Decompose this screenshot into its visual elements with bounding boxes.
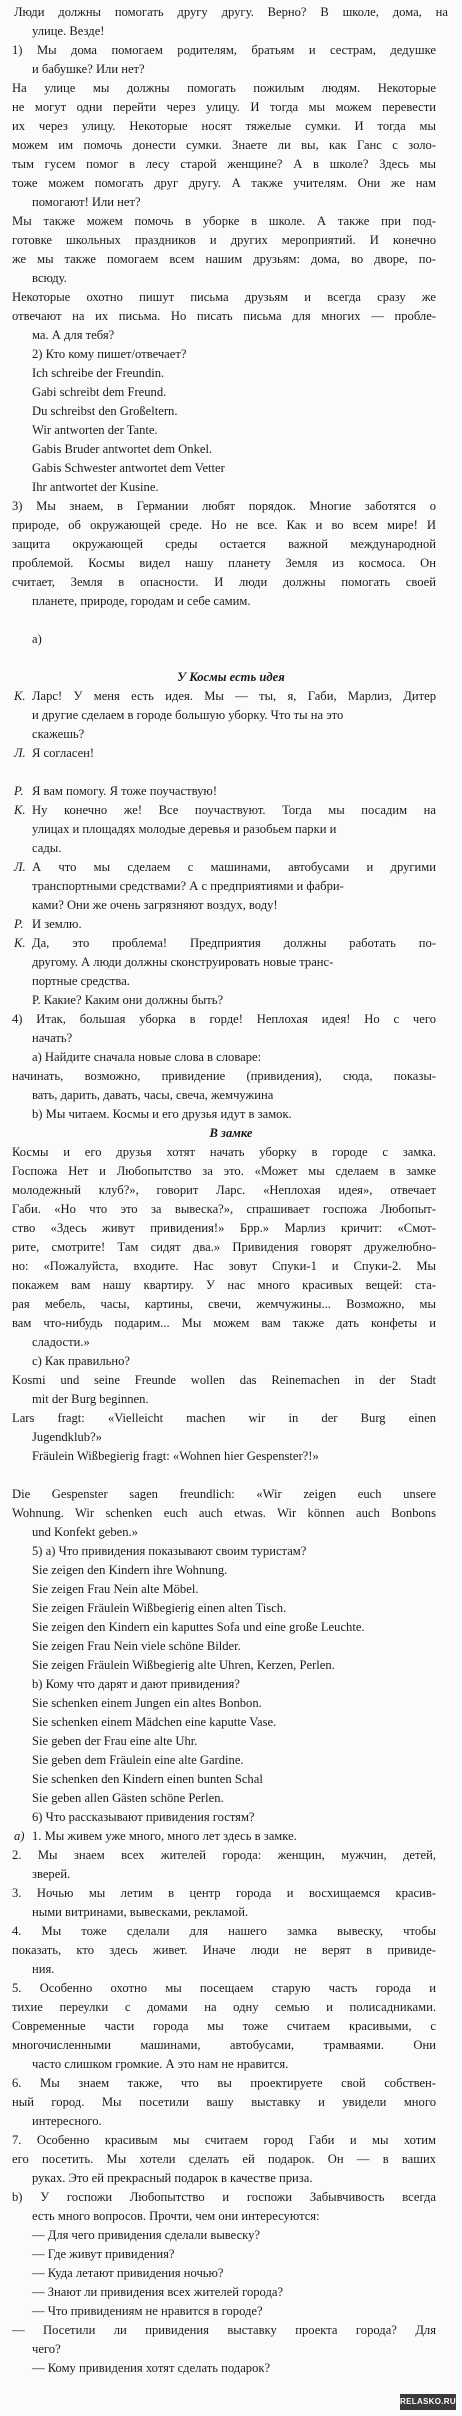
text-line: — Где живут привидения? [32, 2247, 175, 2261]
text-line: природе, об окружающей среде. Но не все. Как и во всем мире! И [12, 518, 436, 532]
text-line: ными витринами, вывесками, рекламой. [32, 1905, 249, 1919]
text-line: 6. Мы знаем также, что вы проектируете свой собствен- [12, 2076, 436, 2090]
text-line: начать? [32, 1031, 73, 1045]
text-line: 6) Что рассказывают привидения гостям? [32, 1810, 255, 1824]
text-line: считает, Земля в опасности. И люди должны помогать своей [12, 575, 436, 589]
text-line: планете, природе, городам и себе самим. [32, 594, 251, 608]
text-line: b) У госпожи Любопытство и госпожи Забывчивость всегда [12, 2190, 436, 2204]
text-line: же мы также помогаем всем нашим друзьям: дома, во дворе, по- [12, 252, 436, 266]
text-line: ма. А для тебя? [32, 328, 115, 342]
text-line: ния. [32, 1962, 55, 1976]
text-line: Р. Какие? Каким они должны быть? [32, 993, 224, 1007]
text-line: Wir antworten der Tante. [32, 423, 158, 437]
dialogue-line [0, 782, 462, 801]
text-line: 5. Особенно охотно мы посещаем старую часть города и [12, 1981, 436, 1995]
text-line: Lars fragt: «Vielleicht machen wir in der Burg einen [12, 1411, 436, 1425]
text-line: и другие сделаем в городе большую уборку. Что ты на это [32, 708, 344, 722]
text-line: 4) Итак, большая уборка в горде! Неплохая идея! Но с чего [12, 1012, 436, 1026]
text-line: не могут одни перейти через улицу. И тогда мы можем перевести [12, 100, 436, 114]
dialogue-line [0, 687, 462, 706]
dialogue-text: Я вам помогу. Я тоже поучаствую! [32, 784, 218, 798]
text-line: вать, дарить, давать, часы, свеча, жемчужина [32, 1088, 274, 1102]
speaker-label: Л. [14, 746, 26, 760]
site-watermark: RELASKO.RU [400, 2394, 456, 2410]
text-line: ный город. Мы посетили вашу выставку и увидели много [12, 2095, 436, 2109]
text-line: улицах и площадях молодые деревья и разобьем парки и [32, 822, 337, 836]
text-line: его посетить. Мы хотели сделать ей подарок. Он — в ваших [12, 2152, 436, 2166]
text-line: 3) Мы знаем, в Германии любят порядок. Многие заботятся о [12, 499, 436, 513]
text-line: ками? Они же очень загрязняют воздух, воду! [32, 898, 278, 912]
text-line [0, 649, 462, 668]
speaker-label: К. [14, 936, 26, 950]
dialogue-line [0, 801, 462, 820]
speaker-label: Р. [14, 784, 24, 798]
speaker-label: Л. [14, 860, 26, 874]
text-line: Sie zeigen Frau Nein viele schöne Bilder. [32, 1639, 241, 1653]
dialogue-text: А что мы сделаем с машинами, автобусами и другими [32, 860, 436, 874]
text-line: готовке школьных праздников и других мероприятий. И конечно [12, 233, 436, 247]
text-line: тоже можем помогать друг другу. А также учителям. Они же нам [12, 176, 436, 190]
dialogue-line [0, 934, 462, 953]
text-line: 2. Мы знаем всех жителей города: женщин, мужчин, детей, [12, 1848, 436, 1862]
text-line: 7. Особенно красивым мы считаем город Габи и мы хотим [12, 2133, 436, 2147]
text-line: тым гусем помог в лесу старой женщине? А в школе? Здесь мы [12, 157, 436, 171]
text-line: сады. [32, 841, 62, 855]
text-line: — Что привидениям не нравится в городе? [32, 2304, 263, 2318]
text-line: — Знают ли привидения всех жителей города? [32, 2285, 284, 2299]
text-line: чего? [32, 2342, 61, 2356]
text-line: рая мебель, часы, картины, свечи, жемчужины... Возможно, мы [12, 1297, 436, 1311]
text-line: Космы и его друзья хотят начать уборку в городе с замка. [12, 1145, 436, 1159]
text-line: Wohnung. Wir schenken euch auch etwas. Wir können auch Bonbons [12, 1506, 436, 1520]
dialogue-text: Я согласен! [32, 746, 95, 760]
text-line: а) [32, 632, 42, 646]
text-line: Fräulein Wißbegierig fragt: «Wohnen hier Gespenster?!» [32, 1449, 319, 1463]
text-line: und Konfekt geben.» [32, 1525, 138, 1539]
text-line: сладости.» [32, 1335, 90, 1349]
text-line: Мы также можем помочь в уборке в школе. А также при под- [12, 214, 436, 228]
text-line: ство «Здесь живут привидения!» Брр.» Марлиз кричит: «Смот- [12, 1221, 436, 1235]
text-line: есть много вопросов. Прочти, чем они интересуются: [32, 2209, 320, 2223]
text-line: Jugendklub?» [32, 1430, 102, 1444]
text-line: проблемой. Космы видел нашу планету Земля из космоса. Он [12, 556, 436, 570]
speaker-label: а) [14, 1829, 25, 1843]
text-line: Современные части города мы тоже считаем красивыми, с [12, 2019, 436, 2033]
text-line: 2) Кто кому пишет/отвечает? [32, 347, 187, 361]
dialogue-line [0, 744, 462, 763]
text-line: — Кому привидения хотят сделать подарок? [32, 2361, 271, 2375]
text-line: b) Кому что дарят и дают привидения? [32, 1677, 240, 1691]
dialogue-line [0, 915, 462, 934]
text-line: многочисленными машинами, автобусами, трамваями. Они [12, 2038, 436, 2052]
text-line: 1) Мы дома помогаем родителям, братьям и сестрам, дедушке [12, 43, 436, 57]
text-line: покажем вам нашу квартиру. У нас много красивых вещей: ста- [12, 1278, 436, 1292]
text-line: защита окружающей среды остается важной международной [12, 537, 436, 551]
text-line: Die Gespenster sagen freundlich: «Wir zeigen euch unsere [12, 1487, 436, 1501]
text-line [0, 763, 462, 782]
dialogue-line [0, 858, 462, 877]
text-line: 3. Ночью мы летим в центр города и восхищаемся красив- [12, 1886, 436, 1900]
text-line: молодежный клуб?», говорит Ларс. «Неплохая идея», отвечает [12, 1183, 436, 1197]
text-line: Габи. «Но что это за вывеска?», спрашивает госпожа Любопыт- [12, 1202, 436, 1216]
text-line: Госпожа Нет и Любопытство за это. «Может мы сделаем в замке [12, 1164, 436, 1178]
dialogue-text: Ну конечно же! Все поучаствуют. Тогда мы посадим на [32, 803, 436, 817]
text-line: Kosmi und seine Freunde wollen das Reinemachen in der Stadt [12, 1373, 436, 1387]
text-line: помогают! Или нет? [32, 195, 141, 209]
text-line: другому. А люди должны сконструировать новые транс- [32, 955, 334, 969]
dialogue-text: 1. Мы живем уже много, много лет здесь в замке. [32, 1829, 297, 1843]
text-line: — Посетили ли привидения выставку проекта города? Для [12, 2323, 436, 2337]
text-line: но: «Пожалуйста, входите. Нас зовут Спуки-1 и Спуки-2. Мы [12, 1259, 436, 1273]
text-line: начинать, возможно, привидение (привидения), сюда, показы- [12, 1069, 436, 1083]
text-line: Sie geben der Frau eine alte Uhr. [32, 1734, 198, 1748]
text-line: вам что-нибудь подарим... Мы можем вам также дать конфеты и [12, 1316, 436, 1330]
text-line [0, 1466, 462, 1485]
dialogue-line [0, 1827, 462, 1846]
text-line: рите, смотрите! Там сидят два.» Привидения говорят дружелюбно- [12, 1240, 436, 1254]
text-line: транспортными средствами? А с предприятиями и фабри- [32, 879, 344, 893]
dialogue-text: И землю. [32, 917, 82, 931]
text-line: всюду. [32, 271, 67, 285]
speaker-label: Р. [14, 917, 24, 931]
text-line: Gabis Bruder antwortet dem Onkel. [32, 442, 213, 456]
text-line: интересного. [32, 2114, 102, 2128]
text-line: Gabi schreibt dem Freund. [32, 385, 167, 399]
text-line: и бабушке? Или нет? [32, 62, 145, 76]
text-line: а) Найдите сначала новые слова в словаре: [32, 1050, 262, 1064]
text-line: mit der Burg beginnen. [32, 1392, 149, 1406]
text-line: можем им помочь донести сумки. Знаете ли вы, как Ганс с золо- [12, 138, 436, 152]
text-line: — Для чего привидения сделали вывеску? [32, 2228, 261, 2242]
text-line: Gabis Schwester antwortet dem Vetter [32, 461, 225, 475]
text-line: Ich schreibe der Freundin. [32, 366, 165, 380]
text-line: отвечают на их письма. Но писать письма для многих — пробле- [12, 309, 436, 323]
text-line: Sie schenken einem Mädchen eine kaputte Vase. [32, 1715, 277, 1729]
text-line: 4. Мы тоже сделали для нашего замка вывеску, чтобы [12, 1924, 436, 1938]
text-line: Sie schenken einem Jungen ein altes Bonbon. [32, 1696, 262, 1710]
text-line: показать, кто здесь живет. Иначе люди не верят в привиде- [12, 1943, 436, 1957]
text-line: Sie geben allen Gästen schöne Perlen. [32, 1791, 224, 1805]
text-line: — Куда летают привидения ночью? [32, 2266, 224, 2280]
text-line: Du schreibst den Großeltern. [32, 404, 178, 418]
speaker-label: К. [14, 803, 26, 817]
text-line: часто слишком громкие. А это нам не нравится. [32, 2057, 289, 2071]
text-line: Sie zeigen Fräulein Wißbegierig alte Uhren, Kerzen, Perlen. [32, 1658, 335, 1672]
text-line: b) Мы читаем. Космы и его друзья идут в замок. [32, 1107, 292, 1121]
text-line: зверей. [32, 1867, 71, 1881]
text-line: На улице мы должны помогать пожилым людям. Некоторые [12, 81, 436, 95]
text-line: Ihr antwortet der Kusine. [32, 480, 159, 494]
text-line: их через улицу. Некоторые носят тяжелые сумки. И тогда мы [12, 119, 436, 133]
text-line: руках. Это ей прекрасный подарок в качестве приза. [32, 2171, 313, 2185]
text-line: Sie zeigen Frau Nein alte Möbel. [32, 1582, 199, 1596]
text-line: скажешь? [32, 727, 85, 741]
section-title: У Космы есть идея [177, 670, 285, 684]
text-line: Sie zeigen den Kindern ihre Wohnung. [32, 1563, 228, 1577]
text-line: Люди должны помогать другу другу. Верно? В школе, дома, на [14, 5, 448, 19]
text-line: Sie zeigen den Kindern ein kaputtes Sofa und eine große Leuchte. [32, 1620, 365, 1634]
speaker-label: К. [14, 689, 26, 703]
text-line: Sie zeigen Fräulein Wißbegierig einen alten Tisch. [32, 1601, 287, 1615]
text-line: с) Как правильно? [32, 1354, 130, 1368]
text-line: Sie geben dem Fräulein eine alte Gardine. [32, 1753, 244, 1767]
text-line: Sie schenken den Kindern einen bunten Schal [32, 1772, 263, 1786]
text-line: улице. Везде! [32, 24, 105, 38]
section-title: В замке [209, 1126, 253, 1140]
text-line [0, 611, 462, 630]
dialogue-text: Ларс! У меня есть идея. Мы — ты, я, Габи, Марлиз, Дитер [32, 689, 436, 703]
text-line: 5) а) Что привидения показывают своим туристам? [32, 1544, 307, 1558]
text-line: портные средства. [32, 974, 130, 988]
text-line: Некоторые охотно пишут письма друзьям и всегда сразу же [12, 290, 436, 304]
text-line: тихие переулки с домами на одну семью и полисадниками. [12, 2000, 436, 2014]
dialogue-text: Да, это проблема! Предприятия должны работать по- [32, 936, 436, 950]
